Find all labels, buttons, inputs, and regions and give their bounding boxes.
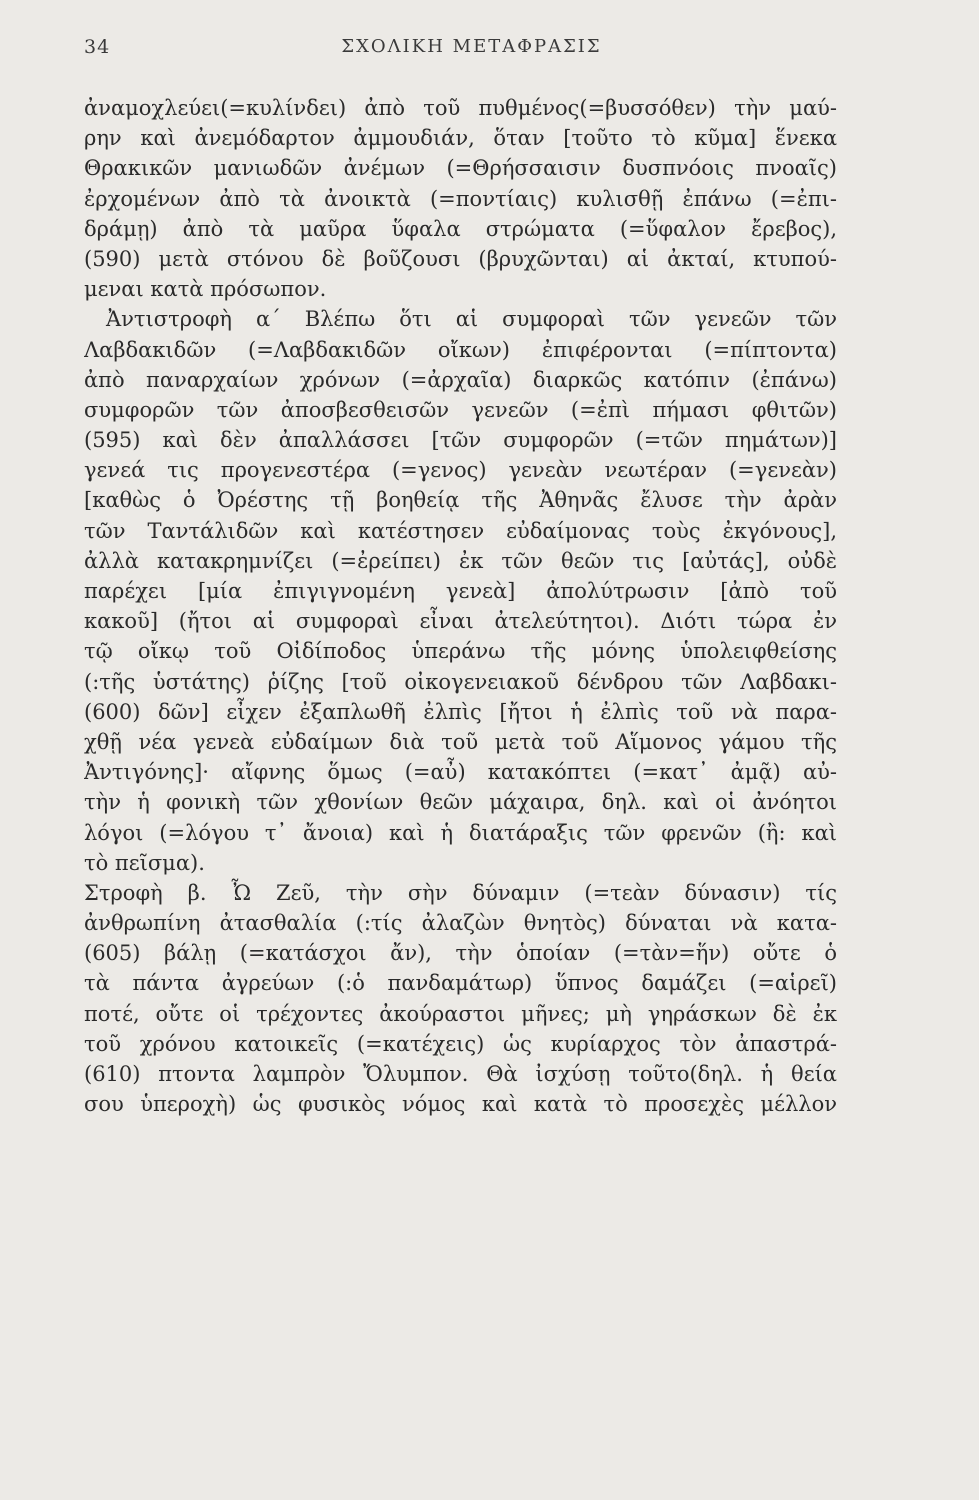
text-line: παρέχει [μία ἐπιγιγνομένη γενεὰ] ἀπολύτρωσιν [ἀπὸ τοῦ bbox=[84, 579, 837, 603]
text-line: ἀλλὰ κατακρημνίζει (=ἐρείπει) ἐκ τῶν θεῶν τις [αὐτάς], οὐδὲ bbox=[84, 548, 837, 573]
text-line: τὰ πάντα ἀγρεύων (:ὁ πανδαμάτωρ) ὕπνος δαμάζει (=αἱρεῖ) bbox=[84, 971, 837, 996]
text-line: ἀναμοχλεύει(=κυλίνδει) ἀπὸ τοῦ πυθμένος(=βυσσόθεν) τὴν μαύ- bbox=[84, 96, 837, 120]
text-line: τὸ πεῖσμα). bbox=[84, 850, 205, 875]
text-line: (605) βάλῃ (=κατάσχοι ἄν), τὴν ὁποίαν (=τὰν=ἥν) οὔτε ὁ bbox=[84, 941, 837, 966]
text-line: συμφορῶν τῶν ἀποσβεσθεισῶν γενεῶν (=ἐπὶ πήμασι φθιτῶν) bbox=[84, 397, 837, 422]
text-line: τῷ οἴκῳ τοῦ Οἰδίποδος ὑπεράνω τῆς μόνης ὑπολειφθείσης bbox=[84, 639, 837, 664]
text-line: (595) καὶ δὲν ἀπαλλάσσει [τῶν συμφορῶν (=τῶν πημάτων)] bbox=[84, 428, 837, 453]
text-line: Θρακικῶν μανιωδῶν ἀνέμων (=Θρήσσαισιν δυσπνόοις πνοαῖς) bbox=[84, 156, 837, 181]
text-line: [καθὼς ὁ Ὀρέστης τῇ βοηθείᾳ τῆς Ἀθηνᾶς ἔλυσε τὴν ἀρὰν bbox=[84, 488, 837, 513]
text-line: χθῇ νέα γενεὰ εὐδαίμων διὰ τοῦ μετὰ τοῦ Αἵμονος γάμου τῆς bbox=[84, 729, 837, 754]
text-line: ἐρχομένων ἀπὸ τὰ ἀνοικτὰ (=ποντίαις) κυλισθῇ ἐπάνω (=ἐπι- bbox=[84, 186, 837, 211]
text-line: μεναι κατὰ πρόσωπον. bbox=[84, 277, 327, 302]
text-line: τοῦ χρόνου κατοικεῖς (=κατέχεις) ὡς κυρίαρχος τὸν ἀπαστρά- bbox=[84, 1031, 837, 1056]
text-line: ἀνθρωπίνη ἀτασθαλία (:τίς ἀλαζὼν θνητὸς) δύναται νὰ κατα- bbox=[84, 911, 837, 936]
text-line: τὴν ἡ φονικὴ τῶν χθονίων θεῶν μάχαιρα, δηλ. καὶ οἱ ἀνόητοι bbox=[84, 790, 837, 815]
text-line: (:τῆς ὑστάτης) ῥίζης [τοῦ οἰκογενειακοῦ δένδρου τῶν Λαβδακι- bbox=[84, 669, 837, 694]
body-text bbox=[84, 93, 837, 1119]
text-line: λόγοι (=λόγου τ᾿ ἄνοια) καὶ ἡ διατάραξις τῶν φρενῶν (ἢ: καὶ bbox=[84, 820, 837, 845]
page-header bbox=[84, 36, 859, 66]
text-line: Ἀντιγόνης]· αἴφνης ὅμως (=αὖ) κατακόπτει (=κατ᾿ ἀμᾷ) αὐ- bbox=[84, 760, 837, 785]
strophe-heading-line: Στροφὴ β. Ὦ Ζεῦ, τὴν σὴν δύναμιν (=τεὰν δύνασιν) τίς bbox=[84, 880, 837, 905]
text-line: κακοῦ] (ἤτοι αἱ συμφοραὶ εἶναι ἀτελεύτητοι). Διότι τώρα ἐν bbox=[84, 609, 837, 634]
text-line: ποτέ, οὔτε οἱ τρέχοντες ἀκούραστοι μῆνες; μὴ γηράσκων δὲ ἐκ bbox=[84, 1001, 837, 1026]
text-line: τῶν Ταντάλιδῶν καὶ κατέστησεν εὐδαίμονας τοὺς ἐκγόνους], bbox=[84, 518, 837, 543]
text-line: ἀπὸ παναρχαίων χρόνων (=ἀρχαῖα) διαρκῶς κατόπιν (ἐπάνω) bbox=[84, 367, 837, 392]
text-line: ρην καὶ ἀνεμόδαρτον ἀμμουδιάν, ὅταν [τοῦτο τὸ κῦμα] ἕνεκα bbox=[84, 126, 837, 151]
text-line: γενεά τις προγενεστέρα (=γενος) γενεὰν νεωτέραν (=γενεὰν) bbox=[84, 458, 837, 483]
text-line: Λαβδακιδῶν (=Λαβδακιδῶν οἴκων) ἐπιφέρονται (=πίπτοντα) bbox=[84, 337, 837, 362]
text-line: σου ὑπεροχὴ) ὡς φυσικὸς νόμος καὶ κατὰ τὸ προσεχὲς μέλλον bbox=[84, 1092, 837, 1117]
text-line: (590) μετὰ στόνου δὲ βοῦζουσι (βρυχῶνται) αἱ ἀκταί, κτυπού- bbox=[84, 246, 837, 271]
text-line: δράμῃ) ἀπὸ τὰ μαῦρα ὕφαλα στρώματα (=ὕφαλον ἔρεβος), bbox=[84, 216, 837, 241]
page-number: 34 bbox=[84, 36, 111, 58]
antistrophe-heading-line: Ἀντιστροφὴ α´ Βλέπω ὅτι αἱ συμφοραὶ τῶν γενεῶν τῶν bbox=[106, 307, 837, 332]
text-line: (610) πτοντα λαμπρὸν Ὄλυμπον. Θὰ ἰσχύσῃ τοῦτο(δηλ. ἡ θεία bbox=[84, 1062, 837, 1086]
running-title: ΣΧΟΛΙΚΗ ΜΕΤΑΦΡΑΣΙΣ bbox=[341, 36, 602, 57]
text-line: (600) δῶν] εἶχεν ἐξαπλωθῆ ἐλπὶς [ἤτοι ἡ ἐλπὶς τοῦ νὰ παρα- bbox=[84, 699, 837, 724]
